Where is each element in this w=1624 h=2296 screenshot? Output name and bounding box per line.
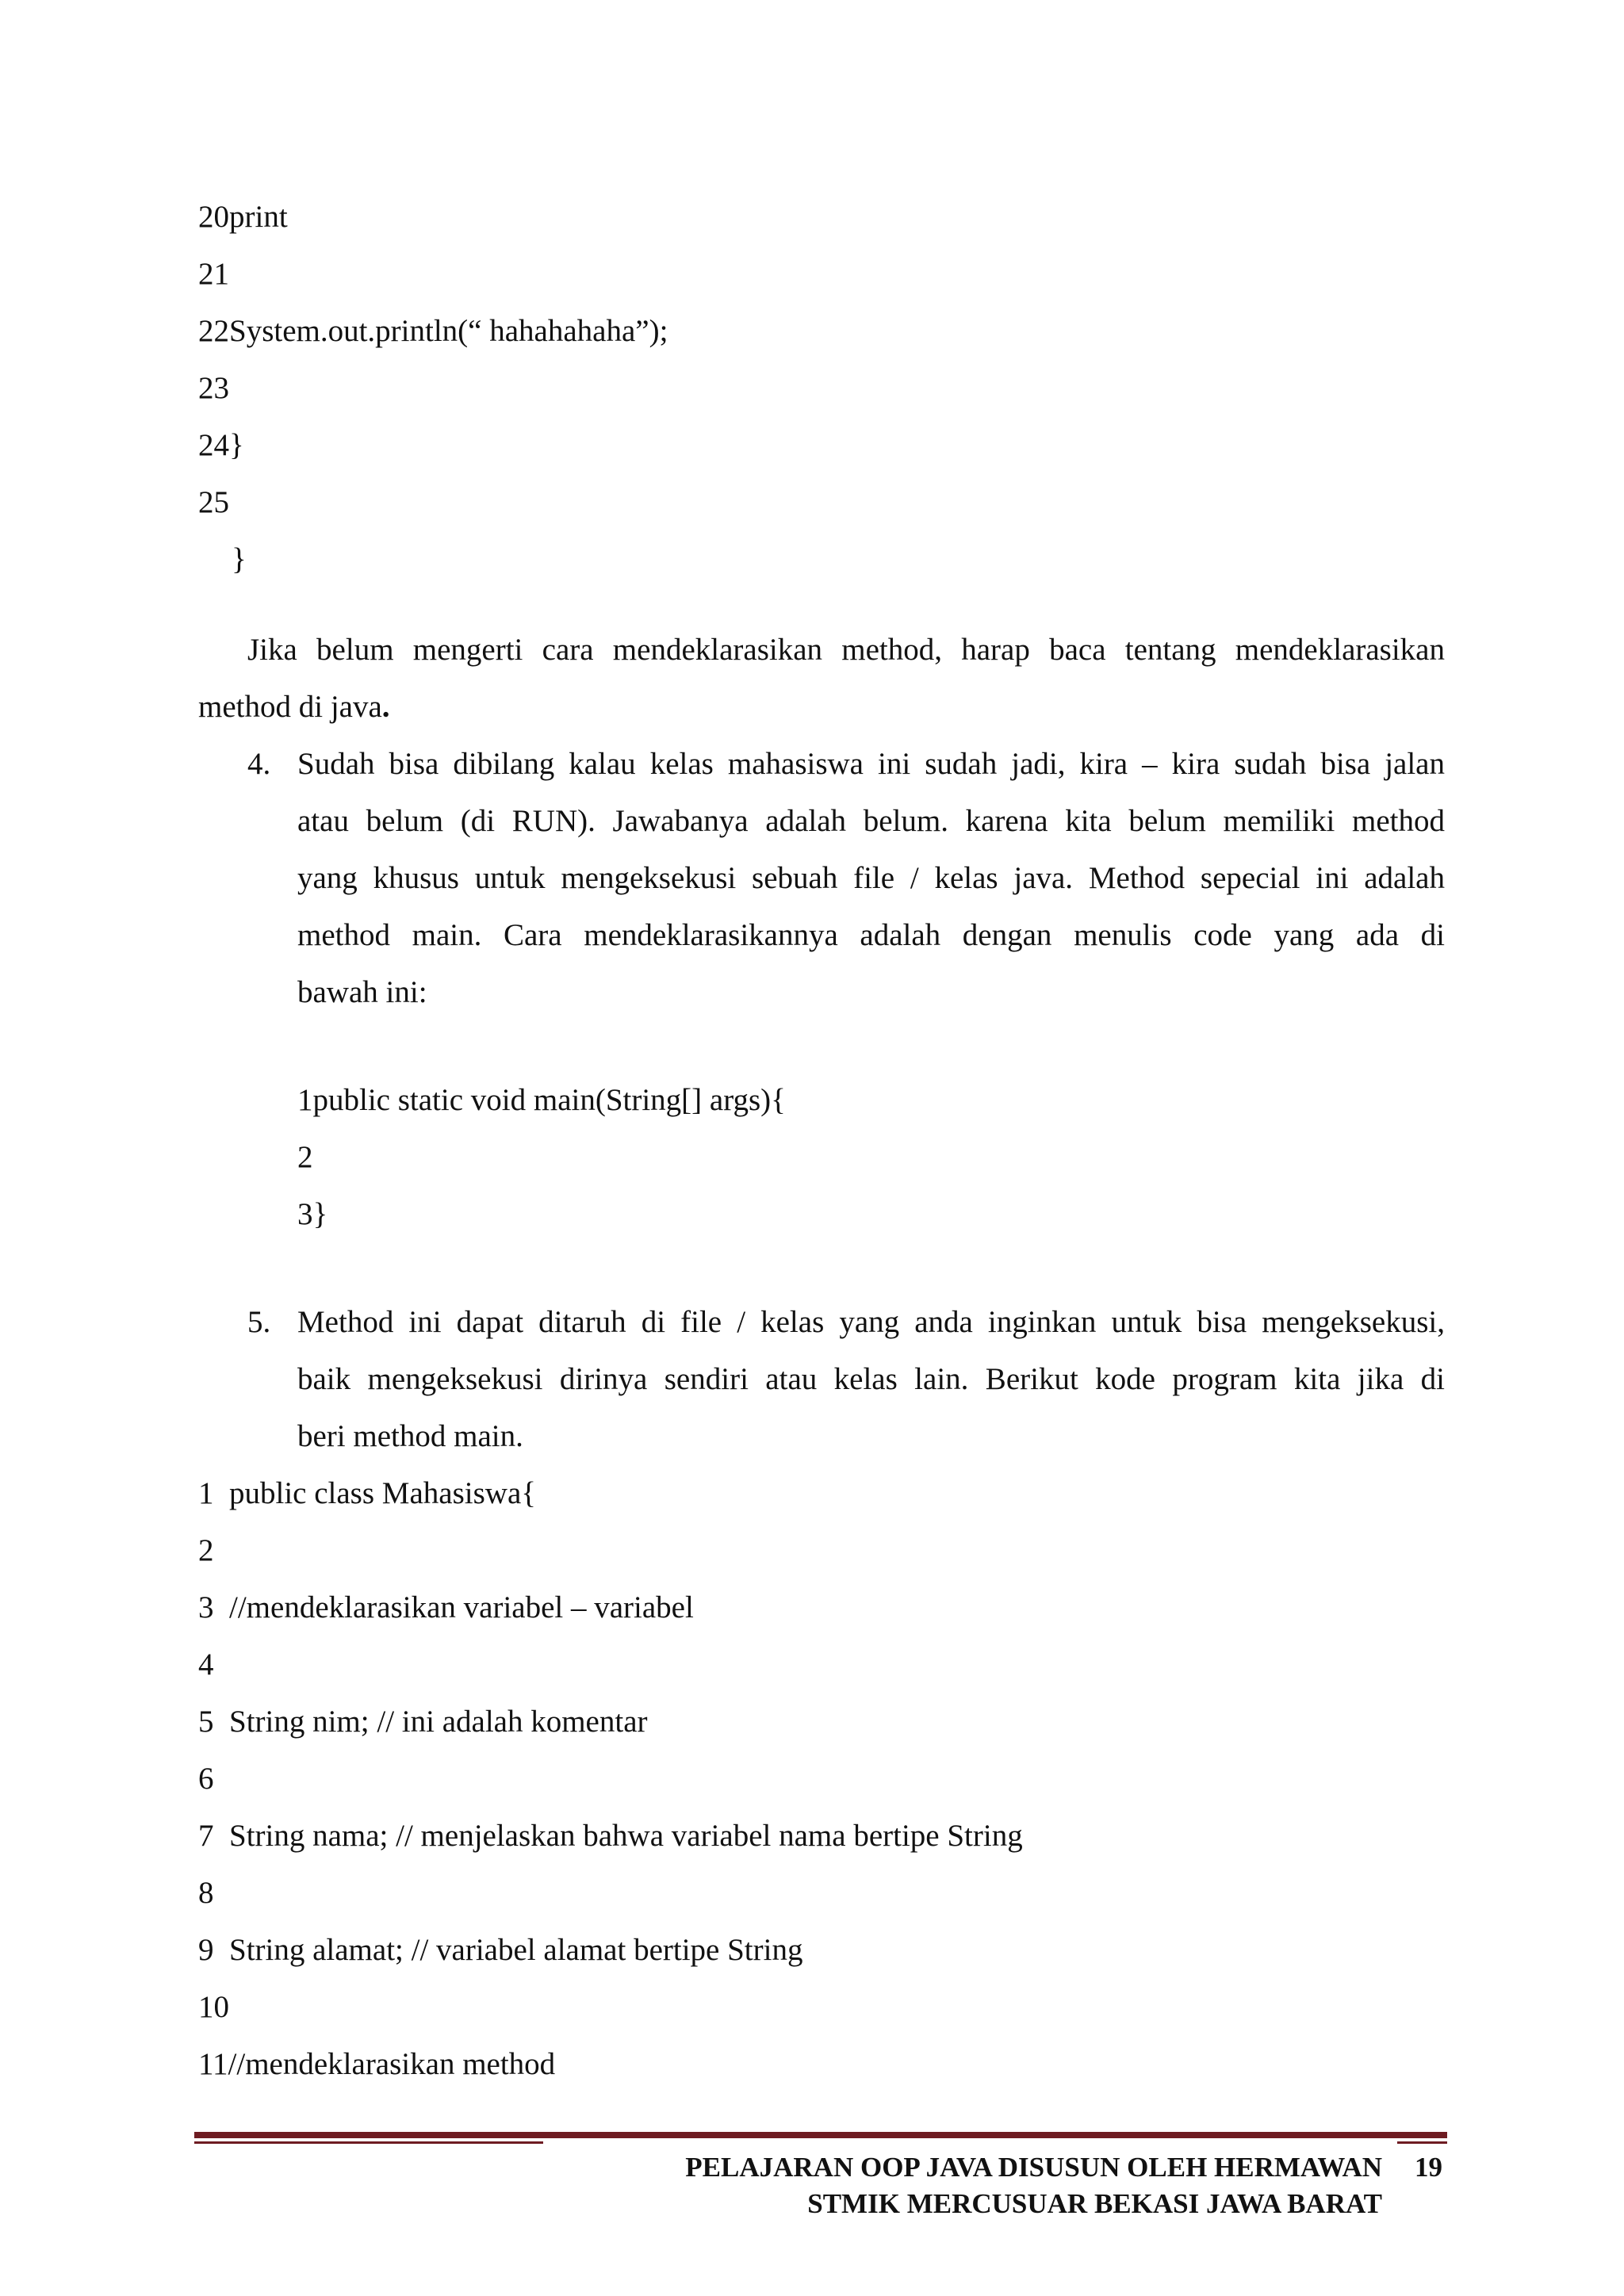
code-line: 23 bbox=[198, 371, 229, 405]
code-line: 24} bbox=[198, 428, 244, 462]
code-line: 5 String nim; // ini adalah komentar bbox=[198, 1705, 648, 1739]
footer-rule-thick bbox=[194, 2132, 1447, 2138]
page-number: 19 bbox=[1415, 2152, 1442, 2183]
code-line: 10 bbox=[198, 1990, 229, 2024]
code-line: 20print bbox=[198, 200, 288, 234]
footer-rule-thin bbox=[1397, 2141, 1447, 2144]
code-line: 4 bbox=[198, 1647, 214, 1682]
list-number: 5. bbox=[247, 1305, 271, 1339]
code-line: 3} bbox=[297, 1197, 328, 1231]
code-line: 8 bbox=[198, 1876, 214, 1910]
footer-rule-thin bbox=[194, 2141, 543, 2144]
list-item-line: Method ini dapat ditaruh di file / kelas yang anda inginkan untuk bisa mengeksekusi, bbox=[297, 1305, 1445, 1339]
code-line: 2 bbox=[198, 1533, 214, 1567]
list-item-line: Sudah bisa dibilang kalau kelas mahasiswa ini sudah jadi, kira – kira sudah bisa jalan bbox=[297, 747, 1445, 781]
code-line: } bbox=[232, 542, 247, 576]
footer-subtitle: STMIK MERCUSUAR BEKASI JAWA BARAT bbox=[807, 2188, 1382, 2219]
code-line: 21 bbox=[198, 257, 229, 291]
paragraph-period: . bbox=[381, 690, 390, 724]
list-item-line: method main. Cara mendeklarasikannya adalah dengan menulis code yang ada di bbox=[297, 918, 1445, 952]
list-item-line: bawah ini: bbox=[297, 975, 427, 1009]
code-line: 1 public class Mahasiswa{ bbox=[198, 1476, 536, 1510]
list-item-line: yang khusus untuk mengeksekusi sebuah file / kelas java. Method sepecial ini adalah bbox=[297, 861, 1445, 895]
paragraph-text: method di java bbox=[198, 690, 382, 724]
list-number: 4. bbox=[247, 747, 271, 781]
list-item-line: baik mengeksekusi dirinya sendiri atau kelas lain. Berikut kode program kita jika di bbox=[297, 1362, 1445, 1396]
list-item-line: beri method main. bbox=[297, 1419, 523, 1453]
code-line: 1public static void main(String[] args){ bbox=[297, 1083, 786, 1117]
paragraph-line bbox=[198, 688, 390, 726]
list-item-line: atau belum (di RUN). Jawabanya adalah belum. karena kita belum memiliki method bbox=[297, 804, 1445, 838]
code-line: 2 bbox=[297, 1140, 313, 1174]
code-line: 11//mendeklarasikan method bbox=[198, 2047, 556, 2081]
code-line: 22System.out.println(“ hahahahaha”); bbox=[198, 314, 668, 348]
code-line: 6 bbox=[198, 1762, 214, 1796]
code-line: 7 String nama; // menjelaskan bahwa variabel nama bertipe String bbox=[198, 1819, 1023, 1853]
paragraph-line: Jika belum mengerti cara mendeklarasikan method, harap baca tentang mendeklarasikan bbox=[247, 633, 1445, 667]
code-line: 9 String alamat; // variabel alamat bertipe String bbox=[198, 1933, 803, 1967]
code-line: 3 //mendeklarasikan variabel – variabel bbox=[198, 1590, 694, 1624]
footer-title: PELAJARAN OOP JAVA DISUSUN OLEH HERMAWAN bbox=[685, 2152, 1382, 2183]
code-line: 25 bbox=[198, 485, 229, 519]
